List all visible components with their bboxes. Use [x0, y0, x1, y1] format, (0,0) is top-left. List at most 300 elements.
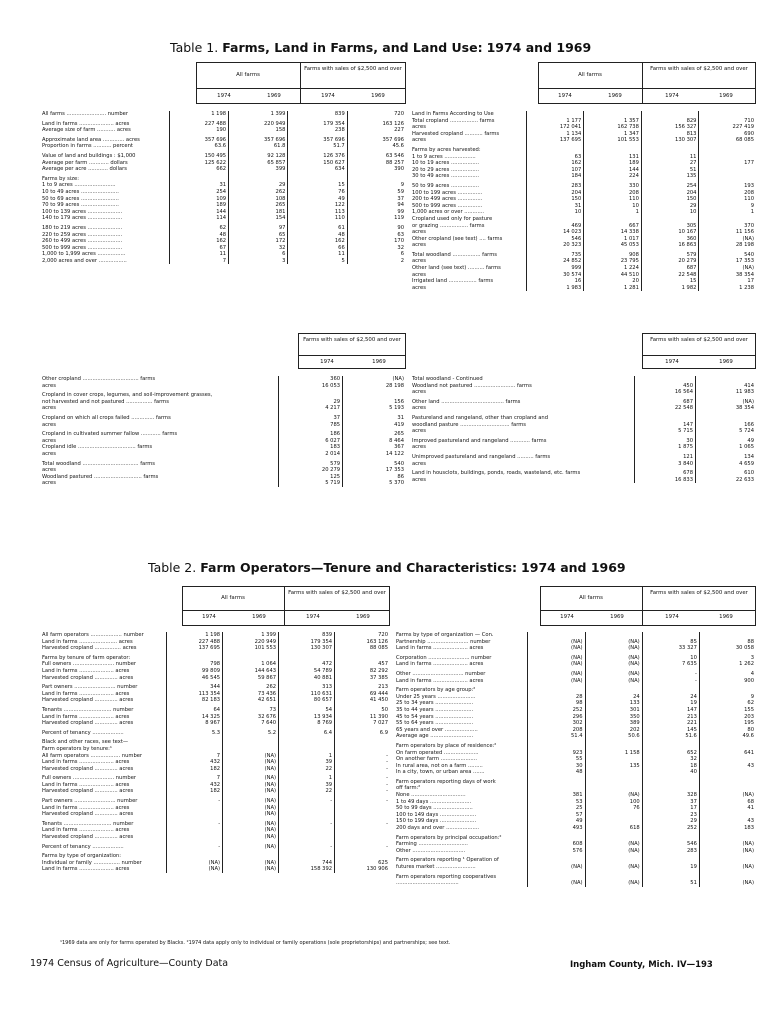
cell-value: 227 [347, 127, 406, 134]
cell-value: 6 [347, 251, 406, 258]
cell-value: 45.6 [347, 143, 406, 150]
cell-value [167, 805, 223, 812]
row-label: Land in farms ..................... acres [42, 690, 130, 697]
table-row [410, 131, 756, 138]
cell-value: 156 327 [641, 124, 699, 131]
cell-value: 4 [699, 668, 756, 678]
cell-value: (NA) [223, 866, 279, 873]
cell-value: 54 789 [279, 668, 335, 675]
cell-value: 30 [528, 763, 585, 770]
cell-value [699, 756, 756, 763]
cell-value: 10 [642, 652, 699, 662]
cell-value: 166 [696, 422, 756, 429]
cell-value: 59 867 [223, 675, 279, 682]
cell-value: 32 [642, 756, 699, 763]
cell-value: 158 392 [279, 866, 335, 873]
cell-value: 5 719 [278, 480, 342, 487]
row-label: Land in farms ..................... acres [396, 645, 484, 652]
table-row [40, 736, 390, 746]
cell-value: (NA) [585, 639, 642, 646]
cell-value: - [335, 818, 390, 828]
cell-value [526, 111, 584, 118]
cell-value: 227 488 [167, 639, 223, 646]
table-row [394, 756, 756, 763]
cell-value: 147 [634, 422, 695, 429]
t1-right-year: 1974 [558, 93, 572, 99]
cell-value: 357 696 [229, 134, 288, 144]
t1-bottom-left-sales-header: Farms with sales of $2,500 and over [303, 337, 401, 343]
cell-value: - [167, 795, 223, 805]
cell-value [699, 785, 756, 792]
cell-value: 28 198 [699, 242, 756, 249]
cell-value: 11 983 [696, 389, 756, 396]
table-row [410, 118, 756, 125]
cell-value: 11 [169, 251, 228, 258]
table-row [40, 383, 406, 390]
cell-value: 110 [699, 196, 756, 203]
table-row [40, 759, 390, 766]
row-label: Land in farms ..................... acres [42, 667, 130, 674]
cell-value [167, 811, 223, 818]
row-label: acres [412, 242, 426, 249]
cell-value [335, 834, 390, 841]
cell-value: 135 [585, 763, 642, 770]
row-label: Tenants ............................. number [42, 820, 134, 827]
row-label: Proportion in farms ........... percent [42, 143, 133, 150]
cell-value: 61 [288, 222, 347, 232]
cell-value: 202 [585, 727, 642, 734]
row-label: All farms ........................ number [42, 111, 129, 117]
row-label: Farms by tenure of farm operator: [42, 654, 131, 661]
cell-value [526, 144, 584, 154]
cell-value: 7 635 [642, 661, 699, 668]
row-label: futures market ........................ [396, 864, 476, 870]
cell-value: 109 [169, 196, 228, 203]
footer-right: Ingham County, Mich. IV—193 [570, 960, 713, 970]
cell-value: 220 949 [223, 639, 279, 646]
row-label: acres [42, 450, 56, 457]
cell-value: 720 [335, 632, 390, 639]
cell-value: 172 041 [526, 124, 584, 131]
t2-left-header-rule [182, 610, 390, 611]
cell-value: 20 279 [641, 258, 699, 265]
row-label: 35 to 44 years ....................... [396, 706, 474, 713]
cell-value: 133 [585, 700, 642, 707]
cell-value: (NA) [585, 841, 642, 848]
row-label: 200 days and over .................... [396, 825, 480, 832]
row-label: 500 to 999 acres ............... [412, 202, 483, 209]
cell-value: 254 [641, 180, 699, 190]
table-row [40, 467, 406, 474]
table-row [40, 422, 406, 429]
cell-value: 923 [528, 750, 585, 757]
cell-value [699, 812, 756, 819]
table-row [410, 278, 756, 285]
t2-right-header-divider [642, 586, 643, 626]
cell-value [223, 652, 279, 662]
cell-value: 17 353 [699, 258, 756, 265]
cell-value: 839 [288, 111, 347, 118]
table1-title [170, 40, 591, 55]
row-label: Woodland not pastured ......................... farms [412, 382, 532, 389]
cell-value: (NA) [223, 772, 279, 782]
cell-value: 5 715 [634, 428, 695, 435]
row-label: 25 to 34 years ....................... [396, 700, 474, 707]
cell-value: 40 [642, 769, 699, 776]
cell-value: 576 [528, 848, 585, 855]
row-label: Farms by type of organization: [42, 853, 122, 860]
table-row [394, 720, 756, 727]
table-row [394, 864, 756, 871]
table-row [40, 782, 390, 789]
row-label: acres [42, 467, 56, 474]
cell-value: 296 [528, 714, 585, 721]
row-label: Woodland pastured ............................. farms [42, 473, 159, 480]
cell-value: 42 651 [223, 697, 279, 704]
cell-value: 125 622 [169, 160, 228, 167]
table-row [40, 704, 390, 714]
table-row [410, 422, 756, 429]
t1-left-table [40, 111, 406, 264]
cell-value: (NA) [699, 265, 756, 272]
cell-value [699, 144, 756, 154]
footnote: ¹1969 data are only for farms operated by Blacks. ²1974 data apply only to individual or family operations (sole proprietorships) and partnerships; see text. [60, 940, 451, 946]
cell-value: 10 [584, 203, 642, 210]
cell-value: 265 [229, 202, 288, 209]
cell-value: 641 [699, 750, 756, 757]
cell-value: 27 [641, 160, 699, 167]
row-label: Other ................................ [396, 847, 466, 854]
table-row [410, 383, 756, 390]
row-label: 50 to 99 days ........................ [396, 805, 473, 812]
table-row [40, 645, 390, 652]
table-row [410, 173, 756, 180]
cell-value: 690 [699, 131, 756, 138]
cell-value: 88 085 [335, 645, 390, 652]
cell-value [279, 827, 335, 834]
cell-value: 49 [528, 818, 585, 825]
cell-value: 61.8 [229, 143, 288, 150]
cell-value [335, 811, 390, 818]
cell-value: (NA) [528, 668, 585, 678]
cell-value: 144 [584, 167, 642, 174]
row-label: acres [412, 460, 426, 467]
table-row [394, 825, 756, 832]
cell-value: (NA) [223, 834, 279, 841]
table-row [40, 127, 406, 134]
table-row [40, 189, 406, 196]
cell-value: 179 354 [288, 118, 347, 128]
cell-value: 208 [584, 190, 642, 197]
cell-value: 6.4 [279, 727, 335, 737]
table-row [410, 435, 756, 445]
row-label: Harvested cropland .............. acres [42, 788, 134, 795]
cell-value: 67 [169, 245, 228, 252]
cell-value: 119 [347, 215, 406, 222]
table-row [410, 196, 756, 203]
cell-value: (NA) [223, 805, 279, 812]
cell-value: 49 [696, 435, 756, 445]
cell-value: 38 354 [699, 272, 756, 279]
cell-value: 28 198 [343, 383, 406, 390]
t1-left-sales-header: Farms with sales of $2,500 and over [304, 66, 402, 72]
row-label: acres [42, 405, 56, 412]
cell-value: 208 [699, 190, 756, 197]
row-label: 500 to 999 acres ..................... [42, 244, 123, 251]
row-label: Land in farms ..................... acres [42, 866, 130, 873]
cell-value [699, 871, 756, 881]
cell-value: 16 863 [641, 242, 699, 249]
cell-value: 179 354 [279, 639, 335, 646]
cell-value: 16 053 [278, 383, 342, 390]
t2-right-year: 1974 [665, 614, 679, 620]
table-row [410, 467, 756, 477]
cell-value: 3 [229, 258, 288, 265]
cell-value: 162 [288, 238, 347, 245]
cell-value [699, 111, 756, 118]
cell-value: 16 [526, 278, 584, 285]
row-label: ...................................... [396, 880, 459, 887]
cell-value: 39 [279, 782, 335, 789]
cell-value: 1 399 [223, 632, 279, 639]
cell-value: 8 769 [279, 720, 335, 727]
t2-right-table [394, 632, 756, 887]
row-label: Full owners ......................... number [42, 775, 137, 782]
table-row [410, 265, 756, 272]
cell-value: 31 [343, 412, 406, 422]
row-label: acres [42, 382, 56, 389]
row-label: Unimproved pastureland and rangeland .......... farms [412, 453, 551, 460]
cell-value [642, 854, 699, 864]
cell-value: 184 [526, 173, 584, 180]
cell-value: 137 695 [526, 137, 584, 144]
row-label: 50 to 99 acres ................. [412, 182, 479, 189]
table-row [40, 652, 390, 662]
cell-value: 162 [169, 238, 228, 245]
cell-value: 1 017 [584, 236, 642, 243]
cell-value: 652 [642, 750, 699, 757]
cell-value: 370 [699, 223, 756, 230]
table-row [394, 785, 756, 792]
cell-value: 48 [288, 232, 347, 239]
cell-value [634, 376, 695, 383]
row-label: not harvested and not pastured ................ farms [42, 398, 169, 405]
cell-value: (NA) [223, 860, 279, 867]
cell-value: 22 548 [634, 405, 695, 412]
row-label: 65 years and over .................... [396, 726, 478, 733]
cell-value: 156 [343, 399, 406, 406]
cell-value [278, 389, 342, 399]
row-label: Harvested cropland .............. acres [42, 834, 134, 841]
cell-value: 357 696 [347, 134, 406, 144]
cell-value: 5 724 [696, 428, 756, 435]
table-row [410, 216, 756, 223]
cell-value [335, 850, 390, 860]
table-row [394, 854, 756, 864]
row-label: off farm:² [396, 785, 421, 792]
cell-value: 14 023 [526, 229, 584, 236]
cell-value: 107 [526, 167, 584, 174]
cell-value: 150 495 [169, 150, 228, 160]
cell-value: 163 126 [347, 118, 406, 128]
cell-value: - [335, 795, 390, 805]
row-label: 70 to 99 acres ....................... [42, 202, 119, 209]
row-label: Average age .......................... [396, 733, 474, 740]
table-row [410, 167, 756, 174]
row-label: On another farm ...................... [396, 756, 477, 763]
table-row [410, 203, 756, 210]
cell-value: 389 [585, 720, 642, 727]
cell-value: 283 [642, 848, 699, 855]
cell-value: 51.4 [528, 733, 585, 740]
cell-value [223, 736, 279, 746]
cell-value [167, 827, 223, 834]
cell-value: 183 [699, 825, 756, 832]
row-label: 45 to 54 years ....................... [396, 713, 474, 720]
row-label: Harvested cropland ........... farms [412, 130, 500, 137]
row-label: Land in farms ..................... acres [396, 677, 484, 684]
cell-value: 163 126 [335, 639, 390, 646]
t1-bottom-right-rule [642, 355, 756, 356]
table-row [40, 458, 406, 468]
cell-value: 1 224 [584, 265, 642, 272]
cell-value: 108 [229, 196, 288, 203]
row-label: Farm operators by age group:² [396, 687, 476, 694]
table-row [40, 143, 406, 150]
cell-value [528, 632, 585, 639]
table-row [40, 727, 390, 737]
cell-value: 85 [642, 639, 699, 646]
cell-value: 5.2 [223, 727, 279, 737]
cell-value: 227 488 [169, 118, 228, 128]
cell-value: 193 [699, 180, 756, 190]
table1-title-prefix: Table 1. [170, 40, 219, 55]
row-label: Other land ...................................... farms [412, 398, 521, 405]
cell-value: 472 [279, 661, 335, 668]
cell-value: 130 307 [641, 137, 699, 144]
cell-value: 30 574 [526, 272, 584, 279]
cell-value: 238 [288, 127, 347, 134]
cell-value: (NA) [223, 788, 279, 795]
table-row [40, 827, 390, 834]
row-label: None ................................. [396, 792, 466, 799]
table-row [40, 668, 390, 675]
cell-value: 357 696 [288, 134, 347, 144]
cell-value: 11 [641, 154, 699, 161]
cell-value [585, 832, 642, 842]
cell-value: 147 [642, 707, 699, 714]
cell-value: 900 [699, 678, 756, 685]
cell-value: 189 [584, 160, 642, 167]
cell-value: 1 875 [634, 444, 695, 451]
table-row [40, 866, 390, 873]
cell-value: 1 198 [167, 632, 223, 639]
cell-value: 1 158 [585, 750, 642, 757]
table-row [394, 694, 756, 701]
table-row [40, 238, 406, 245]
cell-value: 63 [347, 232, 406, 239]
cell-value: - [335, 753, 390, 760]
cell-value [585, 785, 642, 792]
cell-value: (NA) [699, 864, 756, 871]
cell-value: 183 [278, 444, 342, 451]
cell-value [642, 632, 699, 639]
cell-value: 20 [584, 278, 642, 285]
table1-title-years: 1974 and 1969 [486, 40, 592, 55]
cell-value: (NA) [223, 841, 279, 851]
cell-value: (NA) [585, 880, 642, 887]
cell-value: 130 307 [279, 645, 335, 652]
table-row [40, 444, 406, 451]
cell-value [699, 769, 756, 776]
t2-right-sales-header: Farms with sales of $2,500 and over [650, 590, 748, 596]
cell-value: (NA) [167, 866, 223, 873]
row-label: Farm operators by place of residence:² [396, 742, 497, 749]
cell-value: (NA) [585, 652, 642, 662]
cell-value [528, 776, 585, 786]
t2-right-year: 1969 [719, 614, 733, 620]
row-label: Land in farms ..................... acres [42, 804, 130, 811]
cell-value: 63 [526, 154, 584, 161]
cell-value [696, 376, 756, 383]
cell-value: 190 [169, 127, 228, 134]
cell-value: 82 183 [167, 697, 223, 704]
cell-value: (NA) [585, 848, 642, 855]
cell-value: 399 [229, 166, 288, 173]
table-row [40, 811, 390, 818]
cell-value: 381 [528, 792, 585, 799]
table-row [394, 707, 756, 714]
table-row [394, 841, 756, 848]
table-row [40, 766, 390, 773]
cell-value: 1 [279, 772, 335, 782]
table-row [40, 834, 390, 841]
cell-value: (NA) [585, 668, 642, 678]
cell-value: (NA) [585, 645, 642, 652]
cell-value [585, 684, 642, 694]
cell-value: 76 [585, 805, 642, 812]
cell-value: 2 [347, 258, 406, 265]
row-label: acres [412, 271, 426, 278]
cell-value: 1 262 [699, 661, 756, 668]
cell-value: 419 [343, 422, 406, 429]
row-label: Farm operators reporting cooperatives [396, 873, 497, 880]
row-label: 20 to 29 acres ................. [412, 166, 479, 173]
row-label: Tenants ............................. number [42, 706, 134, 713]
row-label: 100 to 139 acres ..................... [42, 208, 123, 215]
table-row [394, 750, 756, 757]
cell-value: (NA) [167, 860, 223, 867]
row-label: Pastureland and rangeland, other than cropland and [412, 414, 549, 421]
row-label: Farm operators by principal occupation:² [396, 834, 502, 841]
table-row [410, 272, 756, 279]
cell-value: 68 [699, 799, 756, 806]
cell-value: 1 982 [641, 285, 699, 292]
row-label: Farms by type of organization — Con. [396, 632, 494, 638]
t1-right-table [410, 111, 756, 291]
cell-value: (NA) [585, 678, 642, 685]
cell-value: 22 633 [696, 477, 756, 484]
t1-left-year: 1969 [371, 93, 385, 99]
row-label: Land in farms ....................... acres [42, 638, 133, 645]
table-row [410, 144, 756, 154]
row-label: Harvested cropland ................ acres [42, 645, 137, 652]
cell-value: 73 436 [223, 691, 279, 698]
cell-value: 1 [279, 753, 335, 760]
row-label: Percent of tenancy ................... [42, 843, 124, 850]
cell-value: 186 [278, 428, 342, 438]
cell-value [642, 740, 699, 750]
